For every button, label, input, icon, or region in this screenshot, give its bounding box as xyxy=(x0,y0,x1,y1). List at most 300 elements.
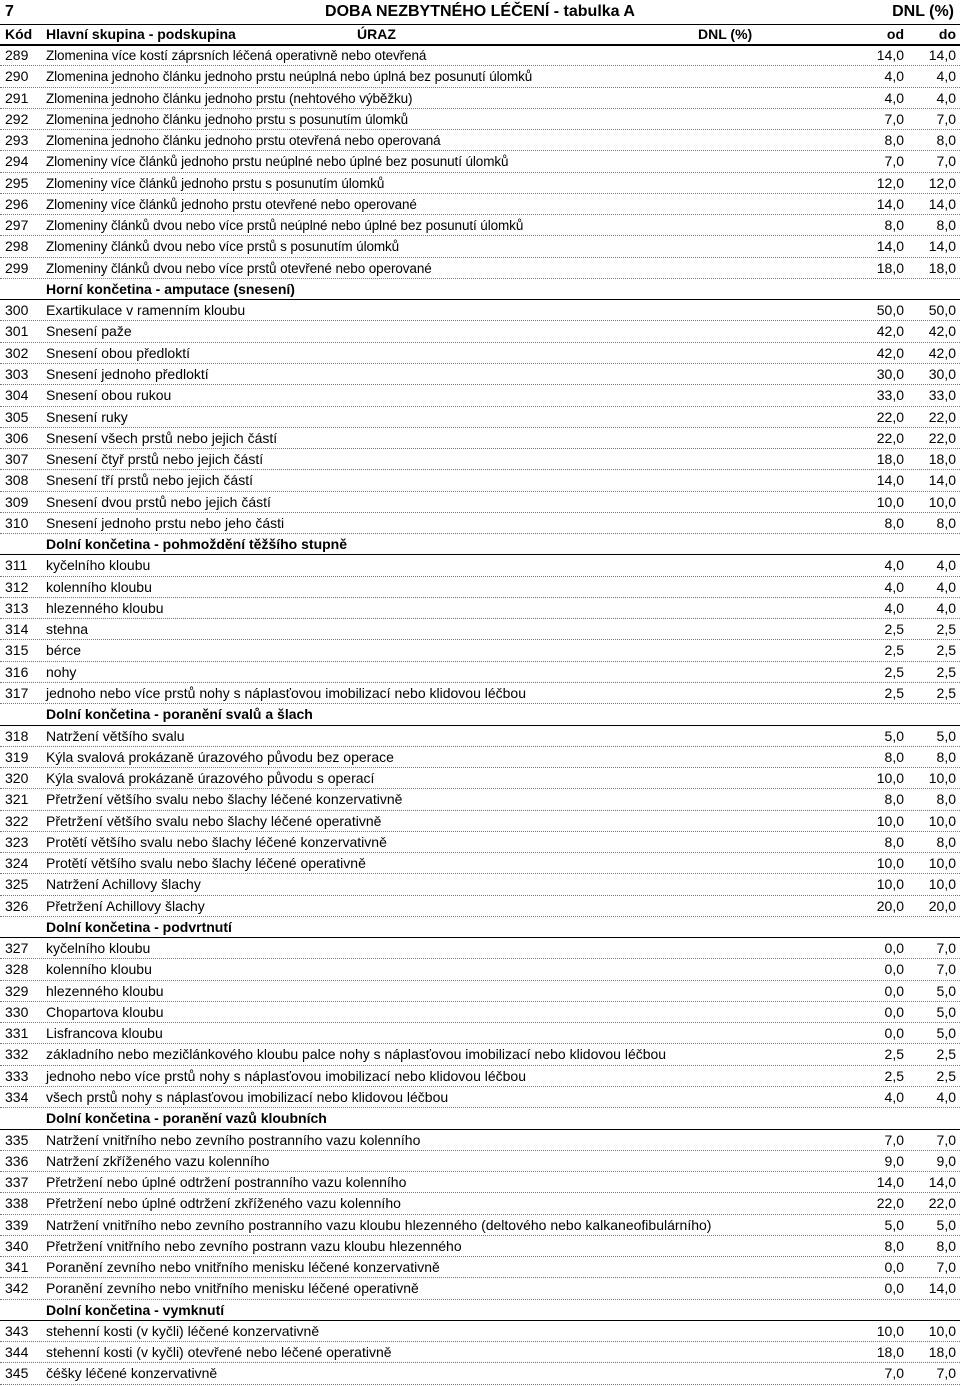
row-dnl-to: 7,0 xyxy=(936,1365,956,1382)
row-code: 335 xyxy=(5,1131,29,1148)
row-dnl-from: 8,0 xyxy=(884,1237,904,1254)
row-dnl-to: 10,0 xyxy=(928,1322,956,1339)
row-dnl-from: 0,0 xyxy=(884,1025,904,1042)
row-description: stehenní kosti (v kyčli) léčené konzervativně xyxy=(46,1322,320,1339)
row-description: Snesení dvou prstů nebo jejich částí xyxy=(46,493,271,510)
row-dnl-to: 20,0 xyxy=(928,897,956,914)
row-dnl-to: 10,0 xyxy=(928,855,956,872)
section-title: Dolní končetina - pohmoždění těžšího stupně xyxy=(46,536,348,553)
table-row xyxy=(0,88,960,109)
row-dnl-from: 18,0 xyxy=(876,1344,904,1361)
row-code: 319 xyxy=(5,748,29,765)
row-description: Zlomenina jednoho článku jednoho prstu neúplná nebo úplná bez posunutí úlomků xyxy=(46,69,533,85)
row-description: stehenní kosti (v kyčli) otevřené nebo léčené operativně xyxy=(46,1344,392,1361)
row-dnl-to: 14,0 xyxy=(928,47,956,63)
row-dnl-to: 8,0 xyxy=(936,1237,956,1254)
row-dnl-from: 18,0 xyxy=(876,259,904,276)
row-dnl-from: 22,0 xyxy=(876,408,904,425)
row-dnl-to: 5,0 xyxy=(936,727,956,744)
table-row xyxy=(0,321,960,342)
row-description: Snesení obou rukou xyxy=(46,387,172,404)
table-row xyxy=(0,236,960,257)
row-code: 325 xyxy=(5,876,29,893)
row-dnl-from: 33,0 xyxy=(876,387,904,404)
row-dnl-from: 0,0 xyxy=(884,982,904,999)
row-dnl-to: 7,0 xyxy=(936,940,956,957)
row-code: 301 xyxy=(5,323,29,340)
row-dnl-from: 10,0 xyxy=(876,812,904,829)
row-dnl-from: 4,0 xyxy=(884,557,904,574)
row-code: 293 xyxy=(5,132,29,149)
column-header-dnl: DNL (%) xyxy=(698,26,753,42)
row-description: Zlomeniny článků dvou nebo více prstů neúplné nebo úplné bez posunutí úlomků xyxy=(46,218,524,234)
row-code: 324 xyxy=(5,855,29,872)
row-code: 322 xyxy=(5,812,29,829)
table-row xyxy=(0,215,960,236)
table-row xyxy=(0,492,960,513)
row-dnl-from: 12,0 xyxy=(876,174,904,191)
row-dnl-to: 2,5 xyxy=(936,621,956,638)
row-dnl-to: 18,0 xyxy=(928,259,956,276)
row-description: kolenního kloubu xyxy=(46,961,152,978)
row-code: 307 xyxy=(5,451,29,468)
row-dnl-from: 4,0 xyxy=(884,578,904,595)
table-row xyxy=(0,832,960,853)
row-code: 313 xyxy=(5,599,29,616)
row-dnl-to: 10,0 xyxy=(928,770,956,787)
table-row xyxy=(0,981,960,1002)
row-description: Zlomeniny článků dvou nebo více prstů otevřené nebo operované xyxy=(46,260,432,276)
row-code: 311 xyxy=(5,557,28,574)
row-dnl-to: 8,0 xyxy=(936,791,956,808)
table-row xyxy=(0,1257,960,1278)
row-dnl-from: 42,0 xyxy=(876,323,904,340)
column-header-group: Hlavní skupina - podskupina xyxy=(46,26,236,42)
row-code: 314 xyxy=(5,621,29,638)
row-code: 297 xyxy=(5,217,29,234)
table-row xyxy=(0,874,960,895)
row-dnl-from: 2,5 xyxy=(884,663,904,680)
row-dnl-to: 7,0 xyxy=(936,1131,956,1148)
section-heading-row xyxy=(0,279,960,300)
row-dnl-to: 22,0 xyxy=(928,429,956,446)
table-row xyxy=(0,407,960,428)
section-heading-row xyxy=(0,534,960,555)
row-description: čéšky léčené konzervativně xyxy=(46,1365,218,1382)
row-dnl-to: 14,0 xyxy=(928,1174,956,1191)
row-code: 342 xyxy=(5,1280,29,1297)
row-description: Protětí většího svalu nebo šlachy léčené konzervativně xyxy=(46,833,387,850)
row-code: 321 xyxy=(5,791,29,808)
row-dnl-to: 2,5 xyxy=(936,663,956,680)
row-dnl-from: 8,0 xyxy=(884,748,904,765)
row-code: 338 xyxy=(5,1195,29,1212)
row-dnl-to: 4,0 xyxy=(936,557,956,574)
row-dnl-to: 5,0 xyxy=(936,1003,956,1020)
row-description: Snesení ruky xyxy=(46,408,128,425)
row-code: 316 xyxy=(5,663,29,680)
row-dnl-from: 5,0 xyxy=(884,727,904,744)
table-row xyxy=(0,811,960,832)
table-row xyxy=(0,1278,960,1299)
row-code: 312 xyxy=(5,578,29,595)
row-dnl-from: 0,0 xyxy=(884,1003,904,1020)
row-code: 329 xyxy=(5,982,29,999)
row-dnl-from: 2,5 xyxy=(884,684,904,701)
section-title: Dolní končetina - poranění vazů kloubních xyxy=(46,1110,327,1127)
row-dnl-from: 0,0 xyxy=(884,1280,904,1297)
table-row xyxy=(0,470,960,491)
row-dnl-to: 8,0 xyxy=(936,833,956,850)
row-description: Natržení zkříženého vazu kolenního xyxy=(46,1152,270,1169)
row-description: Natržení většího svalu xyxy=(46,727,185,744)
row-code: 298 xyxy=(5,238,29,255)
table-row xyxy=(0,109,960,130)
row-code: 292 xyxy=(5,110,29,127)
row-description: Přetržení vnitřního nebo zevního postrann vazu kloubu hlezenného xyxy=(46,1237,462,1254)
row-description: Zlomeniny článků dvou nebo více prstů s posunutím úlomků xyxy=(46,239,400,255)
table-row xyxy=(0,1215,960,1236)
row-description: Kýla svalová prokázaně úrazového původu bez operace xyxy=(46,748,394,765)
table-row xyxy=(0,853,960,874)
table-row xyxy=(0,66,960,87)
table-row xyxy=(0,385,960,406)
row-dnl-from: 22,0 xyxy=(876,429,904,446)
row-dnl-to: 8,0 xyxy=(936,132,956,149)
section-title: Dolní končetina - vymknutí xyxy=(46,1301,225,1318)
row-dnl-to: 8,0 xyxy=(936,217,956,234)
table-row xyxy=(0,130,960,151)
row-code: 303 xyxy=(5,365,29,382)
page-number: 7 xyxy=(5,3,14,20)
row-description: kyčelního kloubu xyxy=(46,940,151,957)
row-dnl-from: 7,0 xyxy=(884,110,904,127)
row-code: 290 xyxy=(5,68,29,85)
table-row xyxy=(0,577,960,598)
row-code: 345 xyxy=(5,1365,29,1382)
row-description: Zlomenina více kostí záprsních léčená operativně nebo otevřená xyxy=(46,48,427,63)
row-dnl-to: 30,0 xyxy=(928,365,956,382)
row-code: 332 xyxy=(5,1046,29,1063)
row-dnl-to: 10,0 xyxy=(928,876,956,893)
row-code: 309 xyxy=(5,493,29,510)
table-row xyxy=(0,896,960,917)
row-dnl-from: 42,0 xyxy=(876,344,904,361)
table-row xyxy=(0,938,960,959)
table-row xyxy=(0,173,960,194)
row-description: Exartikulace v ramenním kloubu xyxy=(46,302,246,319)
row-description: základního nebo mezičlánkového kloubu palce nohy s náplasťovou imobilizací nebo klidovou léčbou xyxy=(46,1046,667,1063)
table-header xyxy=(0,24,960,46)
row-dnl-from: 8,0 xyxy=(884,217,904,234)
row-code: 340 xyxy=(5,1237,29,1254)
row-code: 308 xyxy=(5,472,29,489)
row-dnl-from: 14,0 xyxy=(876,47,904,63)
row-description: Snesení paže xyxy=(46,323,132,340)
row-description: Snesení jednoho prstu nebo jeho části xyxy=(46,514,285,531)
row-dnl-from: 9,0 xyxy=(884,1152,904,1169)
table-row xyxy=(0,1130,960,1151)
row-code: 317 xyxy=(5,684,29,701)
row-dnl-from: 2,5 xyxy=(884,642,904,659)
row-dnl-to: 22,0 xyxy=(928,1195,956,1212)
table-row xyxy=(0,1363,960,1384)
row-code: 336 xyxy=(5,1152,29,1169)
column-header-code: Kód xyxy=(5,26,33,42)
page-title: DOBA NEZBYTNÉHO LÉČENÍ - tabulka A xyxy=(325,3,635,20)
row-description: Přetržení Achillovy šlachy xyxy=(46,897,205,914)
row-dnl-to: 5,0 xyxy=(936,1216,956,1233)
section-heading-row xyxy=(0,1300,960,1321)
row-code: 341 xyxy=(5,1259,29,1276)
row-code: 333 xyxy=(5,1067,29,1084)
row-code: 315 xyxy=(5,642,29,659)
row-dnl-to: 4,0 xyxy=(936,68,956,85)
row-dnl-to: 2,5 xyxy=(936,642,956,659)
section-heading-row xyxy=(0,1108,960,1129)
row-dnl-to: 18,0 xyxy=(928,1344,956,1361)
row-code: 304 xyxy=(5,387,29,404)
table-row xyxy=(0,1321,960,1342)
row-description: Poranění zevního nebo vnitřního menisku léčené operativně xyxy=(46,1280,419,1297)
row-dnl-to: 14,0 xyxy=(928,195,956,212)
row-dnl-to: 22,0 xyxy=(928,408,956,425)
row-dnl-from: 14,0 xyxy=(876,238,904,255)
row-dnl-from: 22,0 xyxy=(876,1195,904,1212)
row-dnl-from: 4,0 xyxy=(884,1089,904,1106)
section-heading-row xyxy=(0,704,960,725)
row-description: všech prstů nohy s náplasťovou imobilizací nebo klidovou léčbou xyxy=(46,1089,449,1106)
row-code: 299 xyxy=(5,259,29,276)
row-dnl-to: 42,0 xyxy=(928,323,956,340)
column-header-injury: ÚRAZ xyxy=(357,26,396,42)
row-dnl-from: 10,0 xyxy=(876,876,904,893)
row-dnl-to: 7,0 xyxy=(936,1259,956,1276)
table-row xyxy=(0,513,960,534)
row-dnl-from: 50,0 xyxy=(876,302,904,319)
row-description: Zlomeniny více článků jednoho prstu s posunutím úlomků xyxy=(46,175,385,191)
row-dnl-to: 7,0 xyxy=(936,961,956,978)
row-description: Snesení obou předloktí xyxy=(46,344,190,361)
row-code: 328 xyxy=(5,961,29,978)
row-description: bérce xyxy=(46,642,82,659)
row-description: Lisfrancova kloubu xyxy=(46,1025,163,1042)
row-dnl-from: 20,0 xyxy=(876,897,904,914)
row-description: Chopartova kloubu xyxy=(46,1003,164,1020)
row-code: 296 xyxy=(5,195,29,212)
row-dnl-from: 7,0 xyxy=(884,1365,904,1382)
table-row xyxy=(0,449,960,470)
row-description: nohy xyxy=(46,663,77,680)
row-dnl-from: 10,0 xyxy=(876,1322,904,1339)
row-dnl-to: 7,0 xyxy=(936,153,956,170)
row-description: hlezenného kloubu xyxy=(46,599,164,616)
row-dnl-from: 10,0 xyxy=(876,493,904,510)
row-dnl-to: 10,0 xyxy=(928,812,956,829)
row-dnl-to: 4,0 xyxy=(936,578,956,595)
table-row xyxy=(0,959,960,980)
row-dnl-from: 14,0 xyxy=(876,195,904,212)
row-dnl-to: 4,0 xyxy=(936,89,956,106)
row-dnl-to: 5,0 xyxy=(936,982,956,999)
section-title: Horní končetina - amputace (snesení) xyxy=(46,280,295,297)
row-description: Snesení tří prstů nebo jejich částí xyxy=(46,472,253,489)
row-dnl-to: 4,0 xyxy=(936,1089,956,1106)
row-code: 294 xyxy=(5,153,29,170)
row-dnl-from: 8,0 xyxy=(884,791,904,808)
row-code: 295 xyxy=(5,174,29,191)
row-dnl-from: 30,0 xyxy=(876,365,904,382)
row-description: stehna xyxy=(46,621,89,638)
row-dnl-to: 2,5 xyxy=(936,684,956,701)
row-dnl-from: 7,0 xyxy=(884,153,904,170)
table-row xyxy=(0,1023,960,1044)
document-header xyxy=(0,0,960,25)
row-dnl-to: 50,0 xyxy=(928,302,956,319)
row-description: hlezenného kloubu xyxy=(46,982,164,999)
row-code: 337 xyxy=(5,1174,29,1191)
row-dnl-from: 8,0 xyxy=(884,833,904,850)
row-description: Snesení všech prstů nebo jejich částí xyxy=(46,429,278,446)
table-row xyxy=(0,662,960,683)
row-description: Snesení čtyř prstů nebo jejich částí xyxy=(46,451,264,468)
row-description: Zlomenina jednoho článku jednoho prstu otevřená nebo operovaná xyxy=(46,133,441,149)
row-description: Poranění zevního nebo vnitřního menisku léčené konzervativně xyxy=(46,1259,440,1276)
row-code: 305 xyxy=(5,408,29,425)
dnl-unit-label: DNL (%) xyxy=(892,3,954,20)
table-row xyxy=(0,619,960,640)
table-row xyxy=(0,258,960,279)
row-code: 289 xyxy=(5,47,29,63)
row-description: Přetržení většího svalu nebo šlachy léčené konzervativně xyxy=(46,791,403,808)
row-description: Kýla svalová prokázaně úrazového původu s operací xyxy=(46,770,375,787)
row-dnl-from: 5,0 xyxy=(884,1216,904,1233)
table-row xyxy=(0,1002,960,1023)
column-header-do: do xyxy=(938,26,956,42)
row-dnl-from: 4,0 xyxy=(884,68,904,85)
row-dnl-from: 0,0 xyxy=(884,1259,904,1276)
row-dnl-to: 10,0 xyxy=(928,493,956,510)
row-code: 327 xyxy=(5,940,29,957)
row-code: 339 xyxy=(5,1216,29,1233)
row-dnl-from: 0,0 xyxy=(884,961,904,978)
table-row xyxy=(0,747,960,768)
row-dnl-from: 2,5 xyxy=(884,1046,904,1063)
row-description: jednoho nebo více prstů nohy s náplasťovou imobilizací nebo klidovou léčbou xyxy=(46,1067,527,1084)
table-row xyxy=(0,300,960,321)
table-row xyxy=(0,1066,960,1087)
row-code: 302 xyxy=(5,344,29,361)
table-row xyxy=(0,789,960,810)
column-header-od: od xyxy=(886,26,904,42)
row-code: 344 xyxy=(5,1344,29,1361)
row-description: kyčelního kloubu xyxy=(46,557,151,574)
row-description: Snesení jednoho předloktí xyxy=(46,365,209,382)
row-dnl-to: 2,5 xyxy=(936,1067,956,1084)
row-description: kolenního kloubu xyxy=(46,578,152,595)
table-row xyxy=(0,1087,960,1108)
row-dnl-from: 10,0 xyxy=(876,770,904,787)
table-row xyxy=(0,1044,960,1065)
row-description: Natržení vnitřního nebo zevního postranního vazu kloubu hlezenného (deltového nebo kalkaneofibulárního) xyxy=(46,1216,712,1233)
row-description: Přetržení většího svalu nebo šlachy léčené operativně xyxy=(46,812,382,829)
table-row xyxy=(0,1236,960,1257)
table-row xyxy=(0,428,960,449)
row-dnl-to: 14,0 xyxy=(928,472,956,489)
row-code: 291 xyxy=(5,89,29,106)
table-row xyxy=(0,768,960,789)
table-row xyxy=(0,640,960,661)
row-dnl-to: 9,0 xyxy=(936,1152,956,1169)
row-dnl-to: 14,0 xyxy=(928,238,956,255)
row-dnl-to: 5,0 xyxy=(936,1025,956,1042)
row-code: 334 xyxy=(5,1089,29,1106)
row-code: 310 xyxy=(5,514,29,531)
section-heading-row xyxy=(0,917,960,938)
table-row xyxy=(0,1193,960,1214)
row-description: Protětí většího svalu nebo šlachy léčené operativně xyxy=(46,855,366,872)
row-dnl-from: 7,0 xyxy=(884,1131,904,1148)
row-dnl-from: 14,0 xyxy=(876,1174,904,1191)
row-code: 330 xyxy=(5,1003,29,1020)
row-code: 323 xyxy=(5,833,29,850)
row-dnl-to: 33,0 xyxy=(928,387,956,404)
row-dnl-from: 4,0 xyxy=(884,599,904,616)
row-dnl-from: 4,0 xyxy=(884,89,904,106)
row-dnl-to: 12,0 xyxy=(928,174,956,191)
row-code: 300 xyxy=(5,302,29,319)
row-dnl-to: 14,0 xyxy=(928,1280,956,1297)
table-row xyxy=(0,726,960,747)
row-dnl-from: 2,5 xyxy=(884,621,904,638)
row-dnl-from: 8,0 xyxy=(884,132,904,149)
table-row xyxy=(0,1172,960,1193)
table-body xyxy=(0,45,960,1385)
row-description: Přetržení nebo úplné odtržení zkříženého vazu kolenního xyxy=(46,1195,401,1212)
row-dnl-to: 42,0 xyxy=(928,344,956,361)
row-description: jednoho nebo více prstů nohy s náplasťovou imobilizací nebo klidovou léčbou xyxy=(46,684,527,701)
row-code: 320 xyxy=(5,770,29,787)
row-dnl-to: 7,0 xyxy=(936,110,956,127)
table-row xyxy=(0,1342,960,1363)
row-description: Zlomenina jednoho článku jednoho prstu s posunutím úlomků xyxy=(46,111,409,127)
table-row xyxy=(0,1151,960,1172)
row-description: Přetržení nebo úplné odtržení postranního vazu kolenního xyxy=(46,1174,407,1191)
table-row xyxy=(0,555,960,576)
row-description: Zlomeniny více článků jednoho prstu otevřené nebo operované xyxy=(46,196,417,212)
table-row xyxy=(0,151,960,172)
row-code: 306 xyxy=(5,429,29,446)
row-dnl-from: 0,0 xyxy=(884,940,904,957)
row-dnl-to: 4,0 xyxy=(936,599,956,616)
section-title: Dolní končetina - poranění svalů a šlach xyxy=(46,706,313,723)
row-description: Natržení vnitřního nebo zevního postranního vazu kolenního xyxy=(46,1131,421,1148)
row-dnl-to: 18,0 xyxy=(928,451,956,468)
row-code: 326 xyxy=(5,897,29,914)
row-description: Natržení Achillovy šlachy xyxy=(46,876,201,893)
table-row xyxy=(0,343,960,364)
table-row xyxy=(0,364,960,385)
row-dnl-to: 8,0 xyxy=(936,514,956,531)
row-code: 331 xyxy=(5,1025,29,1042)
row-code: 318 xyxy=(5,727,29,744)
table-row xyxy=(0,45,960,66)
row-description: Zlomenina jednoho článku jednoho prstu (nehtového výběžku) xyxy=(46,90,413,106)
row-dnl-from: 8,0 xyxy=(884,514,904,531)
row-dnl-from: 2,5 xyxy=(884,1067,904,1084)
row-dnl-from: 14,0 xyxy=(876,472,904,489)
row-dnl-to: 8,0 xyxy=(936,748,956,765)
